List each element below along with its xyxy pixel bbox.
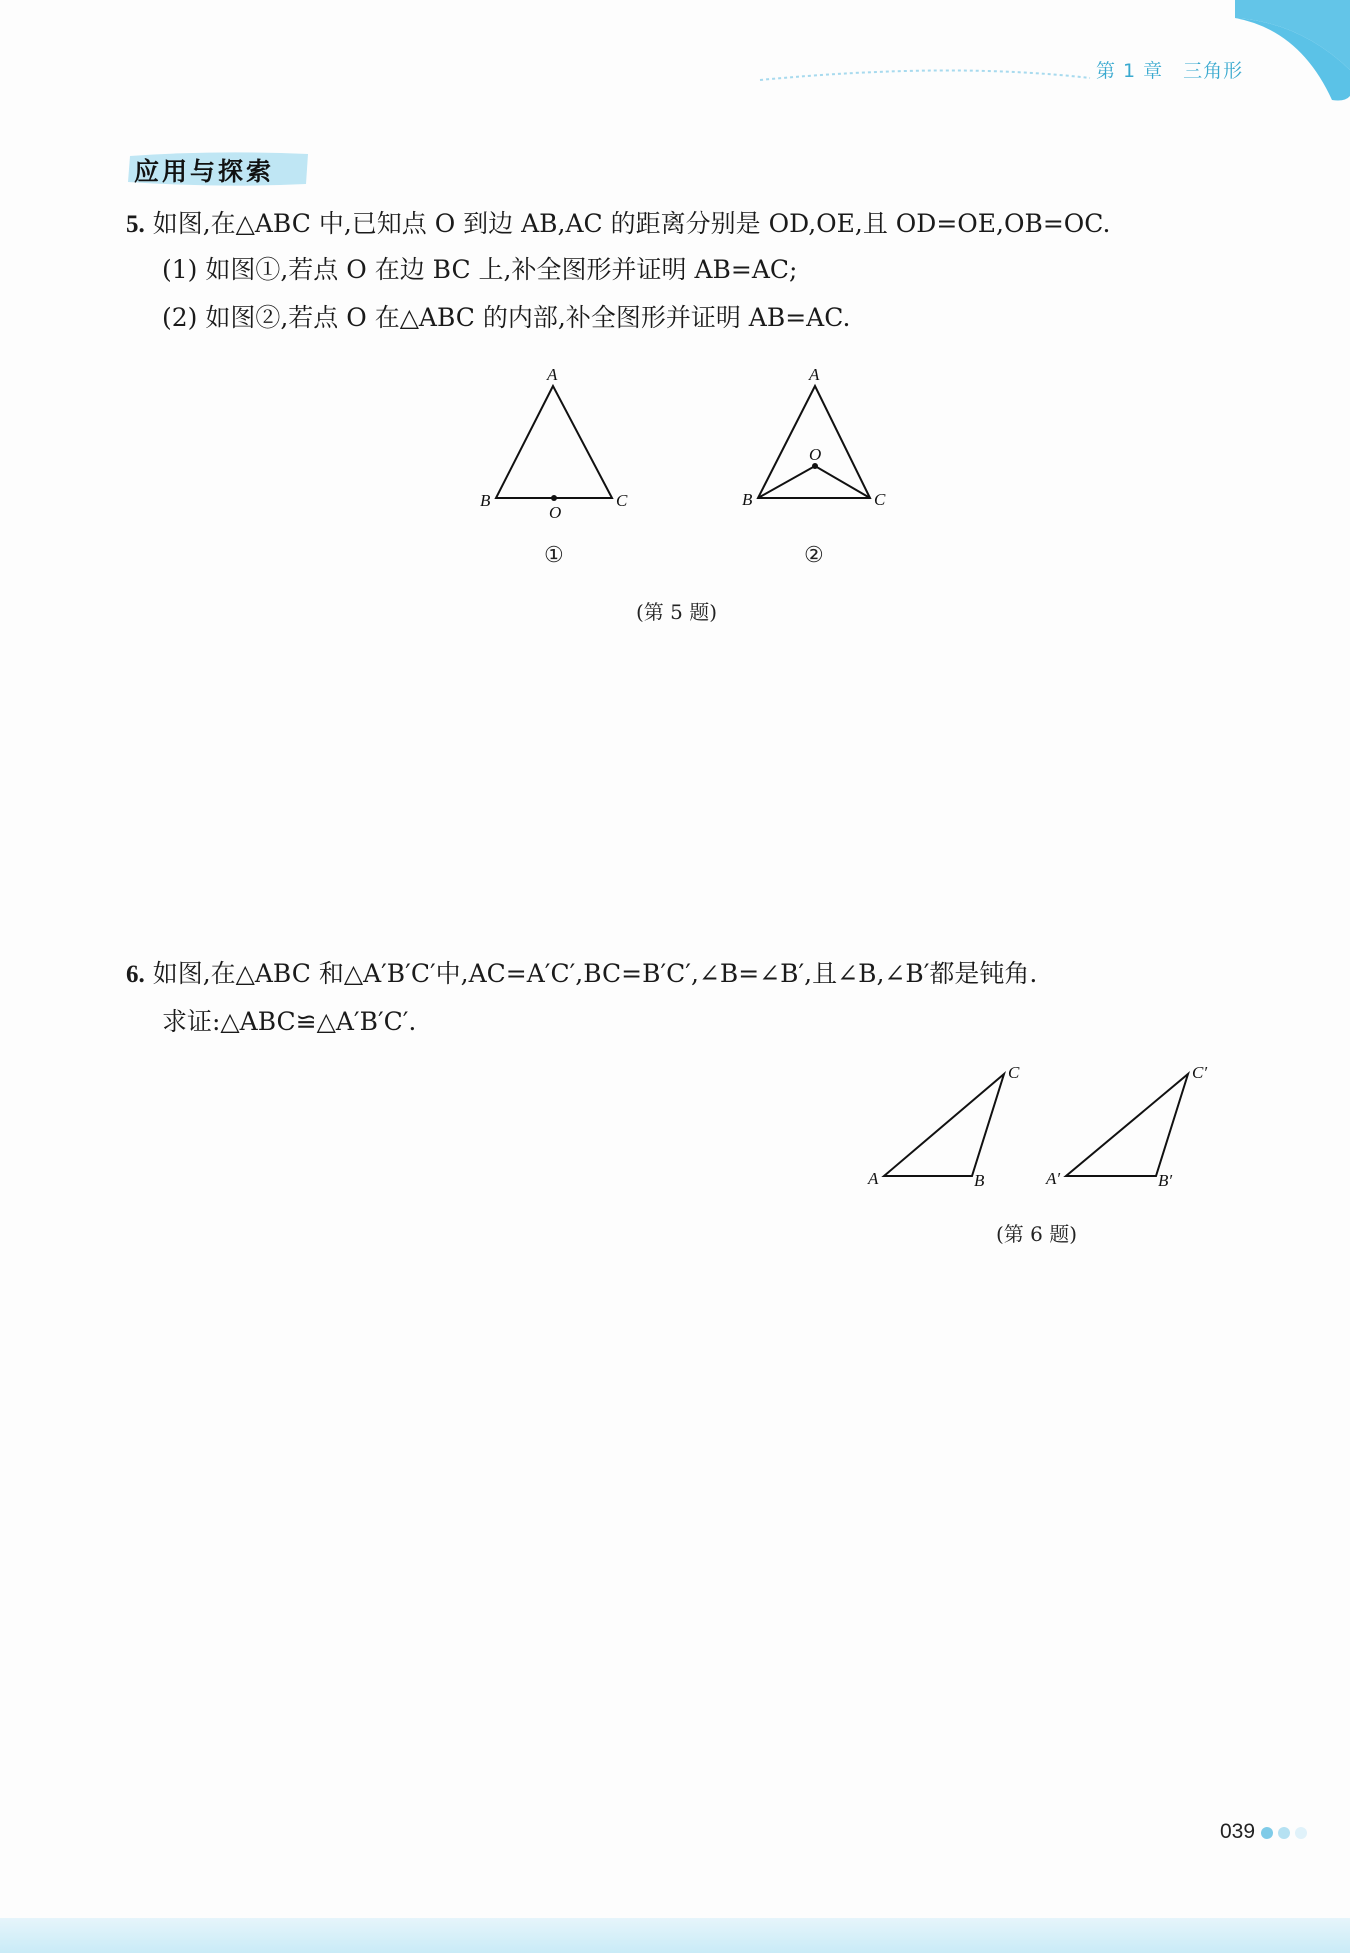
q5-stem: 如图,在△ABC 中,已知点 O 到边 AB,AC 的距离分别是 OD,OE,且 OD=OE,OB=OC.: [152, 209, 1111, 238]
label-b: B: [742, 490, 753, 509]
label-c: C: [1008, 1063, 1020, 1082]
page-dots-decoration: [1260, 1826, 1320, 1840]
chapter-heading: 第 1 章 三角形: [1096, 60, 1244, 82]
triangle-abc-prime: [1066, 1074, 1188, 1176]
footer-band: [0, 1912, 1350, 1953]
label-c-prime: C′: [1192, 1063, 1208, 1082]
label-c: C: [616, 491, 628, 510]
q5-caption: (第 5 题): [636, 600, 718, 624]
section-title: 应用与探索: [134, 157, 275, 186]
point-o: [551, 495, 557, 501]
label-a: A: [547, 365, 558, 384]
q6-prove: 求证:△ABC≌△A′B′C′.: [162, 1007, 417, 1036]
q5-figure-2: [730, 360, 900, 530]
q5-part1: (1) 如图①,若点 O 在边 BC 上,补全图形并证明 AB=AC;: [162, 255, 798, 284]
triangle-abc: [884, 1074, 1004, 1176]
q6-caption: (第 6 题): [996, 1222, 1078, 1246]
label-a: A: [809, 365, 820, 384]
page-number: 039: [1220, 1820, 1256, 1843]
q5-figure-2-label: ②: [804, 543, 824, 568]
q6-stem: 如图,在△ABC 和△A′B′C′中,AC=A′C′,BC=B′C′,∠B=∠B′,且∠B,∠B′都是钝角.: [152, 959, 1038, 988]
q6-number: 6.: [126, 961, 145, 988]
label-a-prime: A′: [1046, 1169, 1061, 1188]
label-b: B: [480, 491, 491, 510]
label-o: O: [549, 503, 562, 522]
label-o: O: [809, 445, 822, 464]
segments-ob-oc: [758, 466, 870, 498]
q5-part2: (2) 如图②,若点 O 在△ABC 的内部,补全图形并证明 AB=AC.: [162, 303, 851, 332]
q5-number: 5.: [126, 211, 145, 238]
q5-figure-1-label: ①: [544, 543, 564, 568]
q6-figure: [860, 1060, 1220, 1200]
label-b-prime: B′: [1158, 1171, 1173, 1190]
label-a: A: [868, 1169, 879, 1188]
q5-stem-line: [126, 208, 1110, 241]
q6-stem-line: [126, 958, 1037, 991]
q5-figure-1: [470, 360, 640, 530]
label-b: B: [974, 1171, 985, 1190]
label-c: C: [874, 490, 886, 509]
triangle-abc: [496, 386, 612, 498]
triangle-abc: [758, 386, 870, 498]
